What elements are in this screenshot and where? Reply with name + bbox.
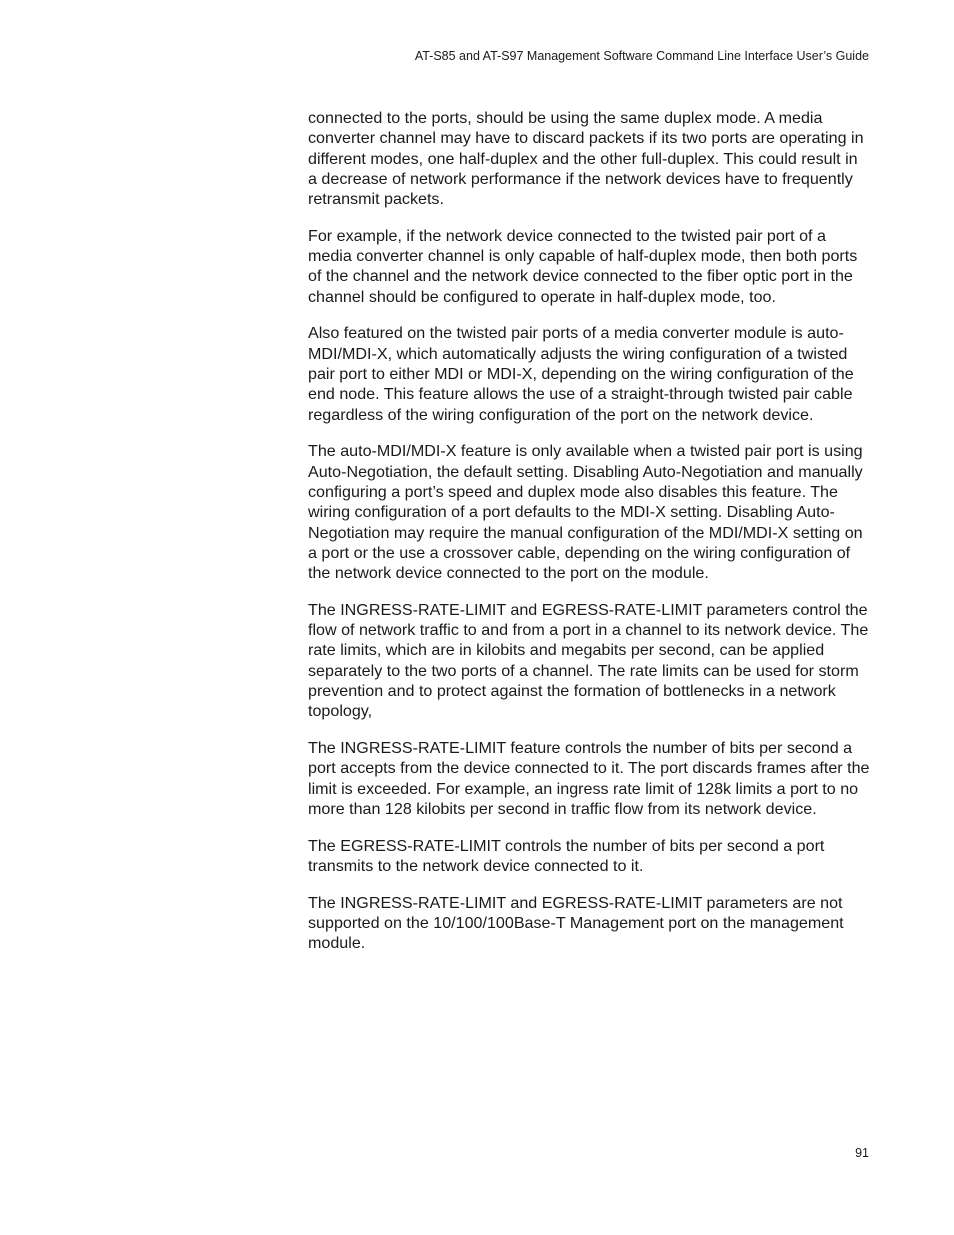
- paragraph-half-duplex-example: For example, if the network device connected to the twisted pair port of a media converter channel is only capable of half-duplex mode, then both ports of the channel and the network device connected to the fiber optic port in the channel should be configured to operate in half-duplex mode, too.: [308, 226, 858, 306]
- paragraph-egress-rate-limit: The EGRESS-RATE-LIMIT controls the number of bits per second a port transmits to the network device connected to it.: [308, 836, 825, 875]
- paragraph-auto-mdi: Also featured on the twisted pair ports of a media converter module is auto-MDI/MDI-X, which automatically adjusts the wiring configuration of a twisted pair port to either MDI or MDI-X, depending on the wiring configuration of the end node. This feature allows the use of a straight-through twisted pair cable regardless of the wiring configuration of the port on the network device.: [308, 324, 854, 424]
- paragraph-duplex-mode: connected to the ports, should be using the same duplex mode. A media converter channel may have to discard packets if its two ports are operating in different modes, one half-duplex and the other full-duplex. This could result in a decrease of network performance if the network devices have to frequently retransmit packets.: [308, 109, 864, 209]
- paragraph-auto-negotiation: The auto-MDI/MDI-X feature is only available when a twisted pair port is using Auto-Negotiation, the default setting. Disabling Auto-Negotiation and manually configuring a port’s speed and duplex mode also disables this feature. The wiring configuration of a port defaults to the MDI-X setting. Disabling Auto-Negotiation may require the manual configuration of the MDI/MDI-X setting on a port or the use a crossover cable, depending on the wiring configuration of the network device connected to the port on the module.: [308, 442, 863, 583]
- body-text: [308, 108, 870, 970]
- paragraph-rate-limit-parameters: The INGRESS-RATE-LIMIT and EGRESS-RATE-LIMIT parameters control the flow of network traffic to and from a port in a channel to its network device. The rate limits, which are in kilobits and megabits per second, can be applied separately to the two ports of a channel. The rate limits can be used for storm prevention and to protect against the formation of bottlenecks in a network topology,: [308, 600, 869, 721]
- running-header: AT-S85 and AT-S97 Management Software Command Line Interface User’s Guide: [414, 49, 869, 63]
- paragraph-management-port-note: The INGRESS-RATE-LIMIT and EGRESS-RATE-LIMIT parameters are not supported on the 10/100/100Base-T Management port on the management module.: [308, 893, 844, 953]
- page-number: 91: [855, 1146, 869, 1160]
- paragraph-ingress-rate-limit: The INGRESS-RATE-LIMIT feature controls the number of bits per second a port accepts from the device connected to it. The port discards frames after the limit is exceeded. For example, an ingress rate limit of 128k limits a port to no more than 128 kilobits per second in traffic flow from its network device.: [308, 738, 870, 818]
